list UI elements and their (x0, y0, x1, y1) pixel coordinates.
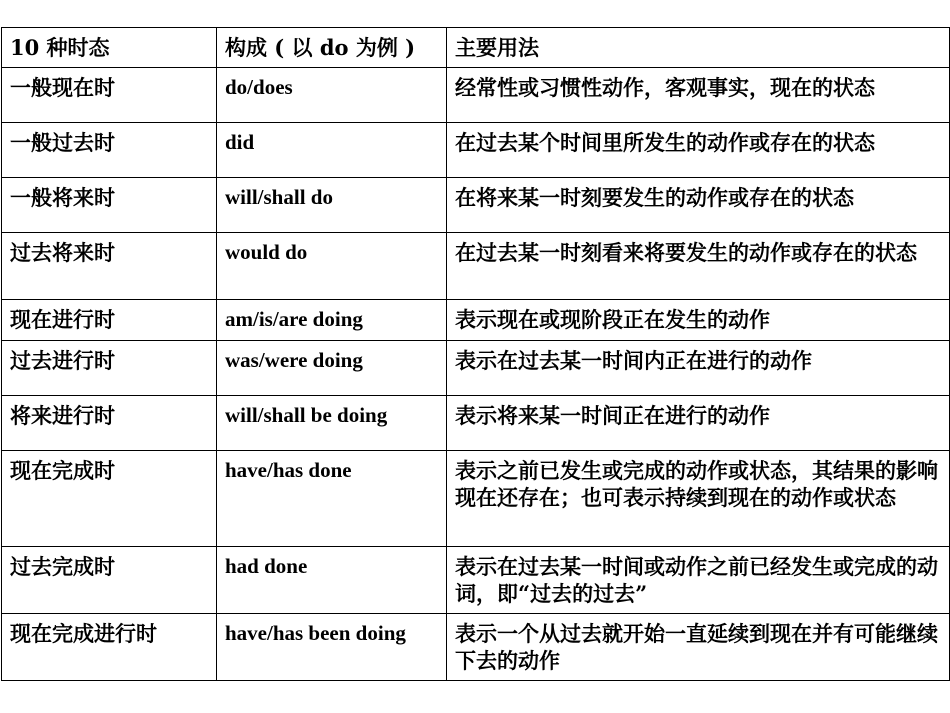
header-form: 构成 ( 以 do 为例 ) (217, 28, 447, 68)
header-tense: 10 种时态 (2, 28, 217, 68)
tense-usage: 表示将来某一时间正在进行的动作 (447, 396, 950, 451)
tense-form: do/does (217, 68, 447, 123)
tense-table-container (1, 27, 949, 681)
tense-form: will/shall be doing (217, 396, 447, 451)
tense-form: am/is/are doing (217, 300, 447, 341)
table-row (2, 341, 950, 396)
tense-name: 过去进行时 (2, 341, 217, 396)
tense-usage: 经常性或习惯性动作，客观事实，现在的状态 (447, 68, 950, 123)
table-row (2, 233, 950, 300)
tense-name: 一般现在时 (2, 68, 217, 123)
tense-form: had done (217, 547, 447, 614)
tense-name: 现在完成进行时 (2, 614, 217, 681)
tense-name: 现在进行时 (2, 300, 217, 341)
tense-form: would do (217, 233, 447, 300)
tense-usage: 表示现在或现阶段正在发生的动作 (447, 300, 950, 341)
tense-usage: 表示之前已发生或完成的动作或状态，其结果的影响现在还存在；也可表示持续到现在的动作或状态 (447, 451, 950, 547)
tense-usage: 在过去某个时间里所发生的动作或存在的状态 (447, 123, 950, 178)
tense-table (1, 27, 950, 681)
tense-form: will/shall do (217, 178, 447, 233)
tense-name: 将来进行时 (2, 396, 217, 451)
tense-usage: 在过去某一时刻看来将要发生的动作或存在的状态 (447, 233, 950, 300)
tense-name: 过去将来时 (2, 233, 217, 300)
table-row (2, 300, 950, 341)
table-row (2, 123, 950, 178)
header-usage: 主要用法 (447, 28, 950, 68)
tense-usage: 表示在过去某一时间或动作之前已经发生或完成的动词，即“过去的过去” (447, 547, 950, 614)
tense-form: was/were doing (217, 341, 447, 396)
tense-name: 过去完成时 (2, 547, 217, 614)
table-header-row (2, 28, 950, 68)
tense-usage: 表示一个从过去就开始一直延续到现在并有可能继续下去的动作 (447, 614, 950, 681)
tense-form: did (217, 123, 447, 178)
table-row (2, 614, 950, 681)
table-row (2, 396, 950, 451)
table-row (2, 547, 950, 614)
tense-usage: 在将来某一时刻要发生的动作或存在的状态 (447, 178, 950, 233)
tense-name: 一般过去时 (2, 123, 217, 178)
tense-usage: 表示在过去某一时间内正在进行的动作 (447, 341, 950, 396)
tense-form: have/has done (217, 451, 447, 547)
table-row (2, 451, 950, 547)
tense-name: 现在完成时 (2, 451, 217, 547)
tense-form: have/has been doing (217, 614, 447, 681)
tense-name: 一般将来时 (2, 178, 217, 233)
table-row (2, 68, 950, 123)
table-row (2, 178, 950, 233)
